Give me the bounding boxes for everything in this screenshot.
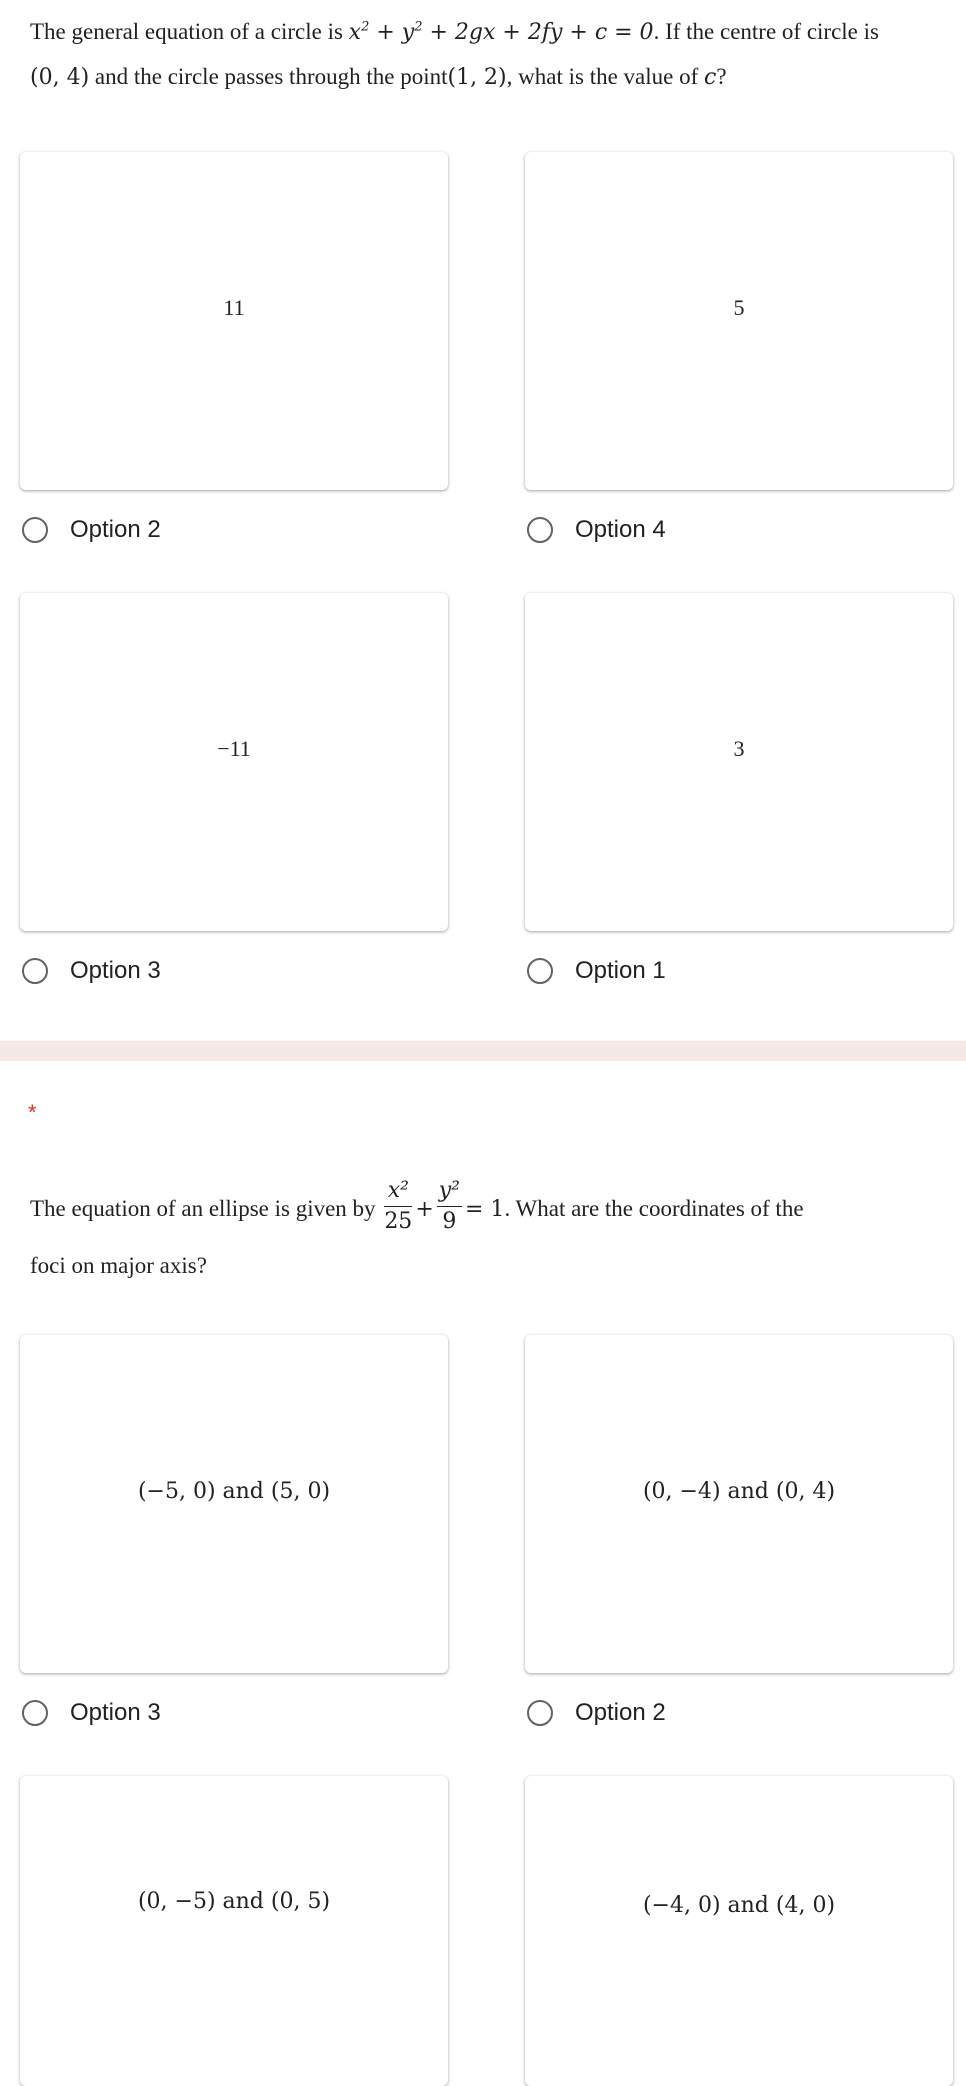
q1-mid: . If the centre of circle is xyxy=(653,19,879,44)
fraction-x xyxy=(384,1176,412,1237)
section-divider xyxy=(0,1041,966,1061)
option-radio-row[interactable] xyxy=(527,1693,666,1733)
radio-button[interactable] xyxy=(22,958,48,984)
option-card[interactable] xyxy=(525,1776,953,2086)
radio-button[interactable] xyxy=(22,1700,48,1726)
option-card[interactable] xyxy=(20,152,448,490)
q1-end: ? xyxy=(716,64,727,89)
frac-denominator: 9 xyxy=(442,1209,457,1234)
option-card[interactable] xyxy=(20,1335,448,1673)
option-value: (0, −4) and (0, 4) xyxy=(642,1478,836,1504)
option-card[interactable] xyxy=(20,1776,448,2086)
option-value: (−5, 0) and (5, 0) xyxy=(137,1478,331,1504)
q1-text2: and the circle passes through the point xyxy=(89,64,448,89)
radio-button[interactable] xyxy=(527,1700,553,1726)
option-value: 5 xyxy=(733,295,745,320)
frac-denominator: 25 xyxy=(384,1209,413,1234)
option-label: Option 3 xyxy=(70,1699,161,1726)
option-card[interactable] xyxy=(525,1335,953,1673)
option-value: (−4, 0) and (4, 0) xyxy=(642,1892,836,1918)
option-card[interactable] xyxy=(20,593,448,931)
q2-line2: foci on major axis? xyxy=(30,1253,207,1278)
plus-sign: + xyxy=(415,1196,434,1222)
required-asterisk: * xyxy=(28,1100,37,1125)
question-2-text xyxy=(30,1180,930,1291)
option-label: Option 1 xyxy=(575,957,666,984)
option-radio-row[interactable] xyxy=(527,951,666,991)
question-1-text xyxy=(30,10,930,100)
option-value: −11 xyxy=(217,736,251,761)
option-card[interactable] xyxy=(525,152,953,490)
option-radio-row[interactable] xyxy=(22,951,161,991)
option-label: Option 2 xyxy=(70,516,161,543)
frac-numerator: x² xyxy=(384,1176,412,1207)
q1-equation: $x^2 + y^2 + 2gx + 2fy + c = 0$ xyxy=(348,19,654,45)
q2-after: . What are the coordinates of the xyxy=(504,1195,804,1221)
radio-button[interactable] xyxy=(527,958,553,984)
option-value: 11 xyxy=(223,295,245,320)
option-label: Option 2 xyxy=(575,1699,666,1726)
q1-text3: , what is the value of xyxy=(506,64,705,89)
option-radio-row[interactable] xyxy=(22,1693,161,1733)
fraction-y xyxy=(437,1176,462,1237)
q2-intro: The equation of an ellipse is given by xyxy=(30,1195,382,1221)
q1-point: (1, 2) xyxy=(447,65,507,90)
radio-button[interactable] xyxy=(527,517,553,543)
radio-button[interactable] xyxy=(22,517,48,543)
option-card[interactable] xyxy=(525,593,953,931)
q1-intro: The general equation of a circle is xyxy=(30,19,349,44)
option-value: 3 xyxy=(733,736,745,761)
option-label: Option 3 xyxy=(70,957,161,984)
eq-end: = 1 xyxy=(465,1196,505,1222)
option-radio-row[interactable] xyxy=(527,510,666,550)
q1-var: c xyxy=(704,65,717,90)
option-label: Option 4 xyxy=(575,516,666,543)
frac-numerator: y² xyxy=(437,1176,462,1207)
option-radio-row[interactable] xyxy=(22,510,161,550)
option-value: (0, −5) and (0, 5) xyxy=(137,1888,331,1914)
q1-centre: (0, 4) xyxy=(30,65,90,90)
